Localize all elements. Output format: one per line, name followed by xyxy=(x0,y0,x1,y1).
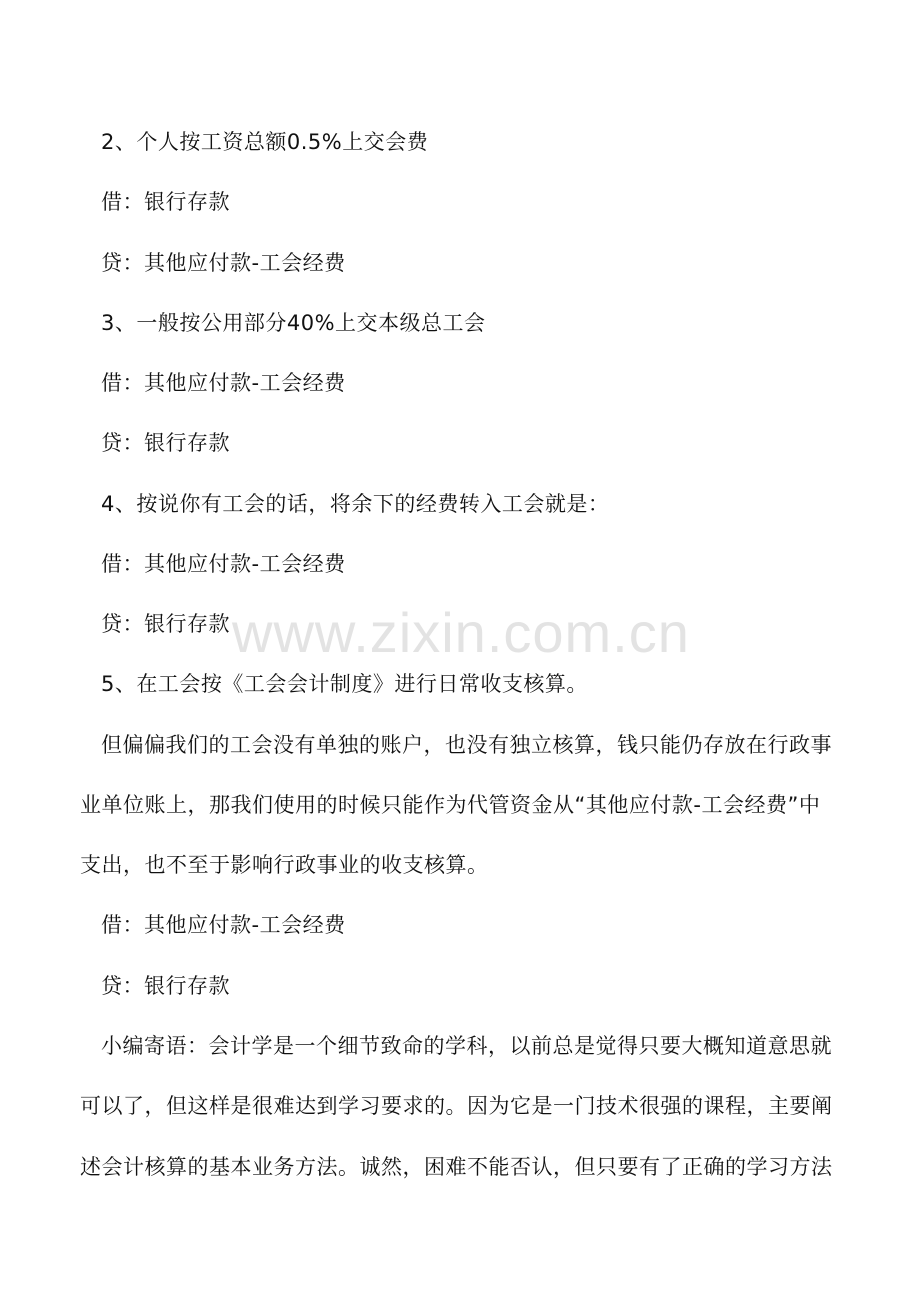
paragraph xyxy=(80,669,850,699)
paragraph-text: 5、在工会按《工会会计制度》进行日常收支核算。 xyxy=(101,672,588,696)
paragraph-text: 贷：其他应付款-工会经费 xyxy=(101,251,346,275)
paragraph xyxy=(80,1031,850,1061)
paragraph-text: 4、按说你有工会的话，将余下的经费转入工会就是： xyxy=(101,492,610,516)
paragraph-text: 借：银行存款 xyxy=(101,190,230,214)
paragraph xyxy=(80,1091,850,1121)
paragraph-text: 支出，也不至于影响行政事业的收支核算。 xyxy=(80,853,489,877)
paragraph-text: 3、一般按公用部分40%上交本级总工会 xyxy=(101,311,486,335)
paragraph-text: 贷：银行存款 xyxy=(101,612,230,636)
paragraph-text: 述会计核算的基本业务方法。诚然，困难不能否认，但只要有了正确的学习方法 xyxy=(80,1155,833,1179)
paragraph xyxy=(80,187,850,217)
paragraph xyxy=(80,127,850,157)
paragraph-text: 借：其他应付款-工会经费 xyxy=(101,552,346,576)
paragraph xyxy=(80,368,850,398)
paragraph-text: 业单位账上，那我们使用的时候只能作为代管资金从“其他应付款-工会经费”中 xyxy=(80,793,821,817)
paragraph xyxy=(80,1152,850,1182)
paragraph xyxy=(80,850,850,880)
paragraph xyxy=(80,428,850,458)
paragraph xyxy=(80,489,850,519)
paragraph xyxy=(80,549,850,579)
paragraph-text: 借：其他应付款-工会经费 xyxy=(101,371,346,395)
paragraph-text: 小编寄语：会计学是一个细节致命的学科，以前总是觉得只要大概知道意思就 xyxy=(101,1034,832,1058)
paragraph-text: 贷：银行存款 xyxy=(101,974,230,998)
paragraph xyxy=(80,308,850,338)
paragraph xyxy=(80,910,850,940)
paragraph xyxy=(80,248,850,278)
watermark: www.zixin.com.cn xyxy=(232,601,690,664)
paragraph xyxy=(80,971,850,1001)
paragraph-text: 但偏偏我们的工会没有单独的账户，也没有独立核算，钱只能仍存放在行政事 xyxy=(101,733,832,757)
paragraph-text: 2、个人按工资总额0.5%上交会费 xyxy=(101,130,429,154)
paragraph xyxy=(80,730,850,760)
paragraph xyxy=(80,790,850,820)
paragraph-text: 贷：银行存款 xyxy=(101,431,230,455)
paragraph-text: 借：其他应付款-工会经费 xyxy=(101,913,346,937)
paragraph-text: 可以了，但这样是很难达到学习要求的。因为它是一门技术很强的课程，主要阐 xyxy=(80,1094,833,1118)
